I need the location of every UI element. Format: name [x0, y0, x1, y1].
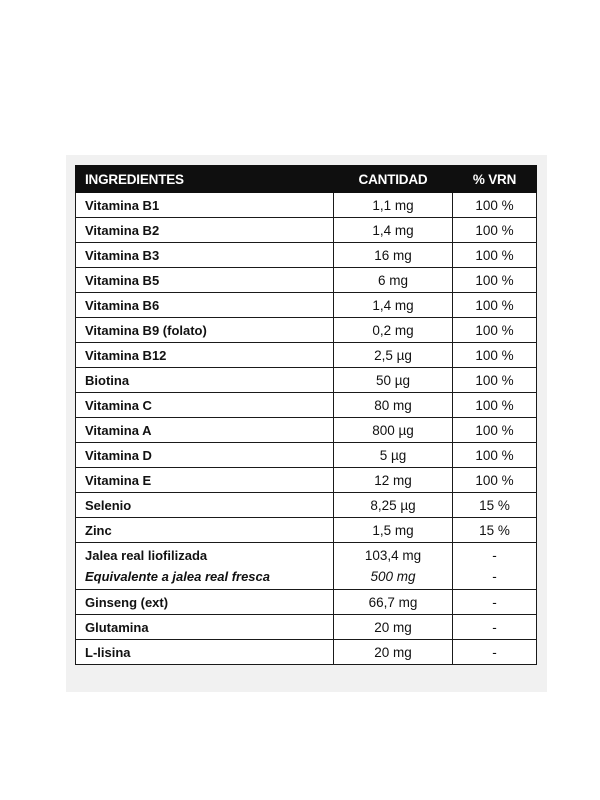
- jalea-quantity-sub: 500 mg: [370, 569, 416, 584]
- ingredient-vrn: 100 %: [453, 193, 537, 218]
- ingredient-name: Vitamina B5: [76, 268, 334, 293]
- ingredient-vrn: -: [453, 615, 537, 640]
- ingredient-name: Vitamina B1: [76, 193, 334, 218]
- table-row: [76, 468, 537, 493]
- ingredient-vrn: 100 %: [453, 368, 537, 393]
- table-row-jalea: [76, 543, 537, 590]
- ingredient-name: Vitamina C: [76, 393, 334, 418]
- ingredient-vrn: 100 %: [453, 443, 537, 468]
- ingredient-vrn: 100 %: [453, 343, 537, 368]
- table-row: [76, 218, 537, 243]
- ingredient-quantity: 1,1 mg: [334, 193, 453, 218]
- table-row: [76, 393, 537, 418]
- ingredient-vrn: 100 %: [453, 293, 537, 318]
- table-row: [76, 193, 537, 218]
- ingredient-quantity: 800 µg: [334, 418, 453, 443]
- table-row: [76, 443, 537, 468]
- ingredient-name: Vitamina E: [76, 468, 334, 493]
- ingredient-quantity: 5 µg: [334, 443, 453, 468]
- jalea-vrn-sub: -: [492, 569, 497, 584]
- ingredient-name: Ginseng (ext): [76, 590, 334, 615]
- ingredient-vrn: 100 %: [453, 268, 537, 293]
- ingredient-quantity: 6 mg: [334, 268, 453, 293]
- ingredient-name: Vitamina B2: [76, 218, 334, 243]
- table-row: [76, 615, 537, 640]
- ingredient-quantity: 1,4 mg: [334, 218, 453, 243]
- ingredient-quantity: 12 mg: [334, 468, 453, 493]
- ingredient-vrn: -: [453, 590, 537, 615]
- ingredient-vrn: 100 %: [453, 393, 537, 418]
- ingredient-quantity: 1,5 mg: [334, 518, 453, 543]
- jalea-vrn: -: [492, 548, 497, 563]
- jalea-quantity: 103,4 mg: [364, 548, 422, 563]
- table-row: [76, 518, 537, 543]
- jalea-name: Jalea real liofilizada: [85, 548, 208, 563]
- ingredient-quantity: 20 mg: [334, 615, 453, 640]
- table-body: [76, 193, 537, 665]
- ingredient-quantity: 50 µg: [334, 368, 453, 393]
- ingredient-quantity: 8,25 µg: [334, 493, 453, 518]
- ingredient-name: [76, 543, 334, 590]
- table-row: [76, 293, 537, 318]
- header-ingredientes: INGREDIENTES: [76, 166, 334, 193]
- ingredient-quantity: 20 mg: [334, 640, 453, 665]
- ingredient-quantity: 80 mg: [334, 393, 453, 418]
- ingredient-quantity: 2,5 µg: [334, 343, 453, 368]
- header-vrn: % VRN: [453, 166, 537, 193]
- ingredient-name: Vitamina B9 (folato): [76, 318, 334, 343]
- ingredient-quantity: 0,2 mg: [334, 318, 453, 343]
- ingredient-quantity: [334, 543, 453, 590]
- ingredient-vrn: 15 %: [453, 493, 537, 518]
- ingredient-name: L-lisina: [76, 640, 334, 665]
- table-header-row: [76, 166, 537, 193]
- ingredient-vrn: 100 %: [453, 418, 537, 443]
- ingredient-vrn: [453, 543, 537, 590]
- ingredient-name: Vitamina B3: [76, 243, 334, 268]
- table-row: [76, 418, 537, 443]
- ingredient-name: Biotina: [76, 368, 334, 393]
- table-row: [76, 318, 537, 343]
- ingredient-vrn: 100 %: [453, 218, 537, 243]
- ingredient-quantity: 1,4 mg: [334, 293, 453, 318]
- table-row: [76, 343, 537, 368]
- ingredient-vrn: 15 %: [453, 518, 537, 543]
- header-cantidad: CANTIDAD: [334, 166, 453, 193]
- ingredient-name: Vitamina B12: [76, 343, 334, 368]
- ingredient-name: Glutamina: [76, 615, 334, 640]
- ingredient-quantity: 66,7 mg: [334, 590, 453, 615]
- table-row: [76, 590, 537, 615]
- ingredient-vrn: 100 %: [453, 318, 537, 343]
- table-row: [76, 493, 537, 518]
- ingredient-vrn: -: [453, 640, 537, 665]
- table-row: [76, 268, 537, 293]
- table-row: [76, 640, 537, 665]
- ingredient-quantity: 16 mg: [334, 243, 453, 268]
- ingredient-name: Vitamina D: [76, 443, 334, 468]
- ingredient-name: Zinc: [76, 518, 334, 543]
- ingredient-vrn: 100 %: [453, 468, 537, 493]
- nutrition-table: [75, 165, 537, 665]
- ingredient-name: Selenio: [76, 493, 334, 518]
- table-row: [76, 368, 537, 393]
- ingredient-name: Vitamina B6: [76, 293, 334, 318]
- ingredient-name: Vitamina A: [76, 418, 334, 443]
- ingredient-vrn: 100 %: [453, 243, 537, 268]
- table-row: [76, 243, 537, 268]
- jalea-name-sub: Equivalente a jalea real fresca: [85, 569, 270, 584]
